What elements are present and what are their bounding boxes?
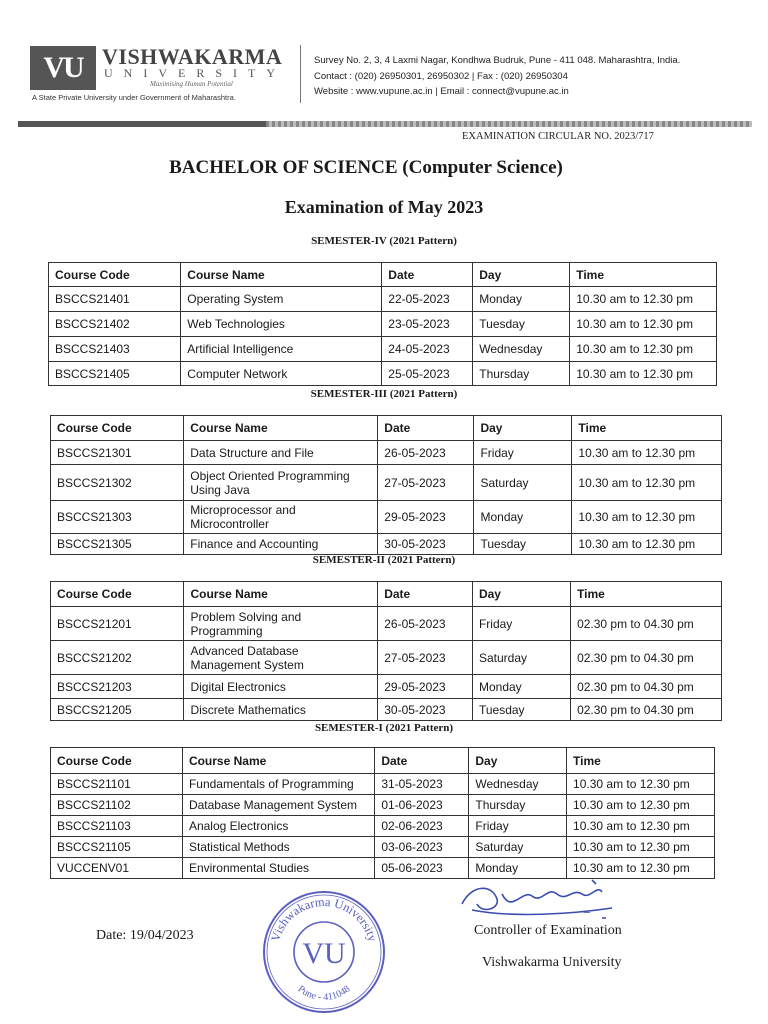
university-tagline: Maximising Human Potential: [150, 80, 233, 88]
table-cell: BSCCS21102: [51, 795, 183, 816]
column-header: Course Code: [51, 582, 184, 607]
table-cell: 02-06-2023: [375, 816, 469, 837]
table-cell: BSCCS21203: [51, 675, 184, 699]
table-cell: Artificial Intelligence: [181, 337, 382, 362]
table-cell: 02.30 pm to 04.30 pm: [571, 641, 722, 675]
table-cell: Monday: [473, 287, 570, 312]
column-header: Time: [571, 582, 722, 607]
table-cell: 10.30 am to 12.30 pm: [572, 465, 722, 501]
table-cell: Web Technologies: [181, 312, 382, 337]
signature-image: [452, 874, 632, 924]
table-cell: Fundamentals of Programming: [182, 774, 374, 795]
table-cell: 10.30 am to 12.30 pm: [570, 337, 717, 362]
table-header-row: [51, 748, 715, 774]
semester-heading: SEMESTER-I (2021 Pattern): [314, 722, 454, 734]
table-cell: Database Management System: [182, 795, 374, 816]
table-cell: 27-05-2023: [378, 465, 474, 501]
column-header: Day: [472, 582, 570, 607]
header-rule-dark: [18, 121, 266, 127]
table-cell: BSCCS21201: [51, 607, 184, 641]
column-header: Time: [567, 748, 715, 774]
table-cell: Environmental Studies: [182, 858, 374, 879]
table-cell: BSCCS21103: [51, 816, 183, 837]
state-line: A State Private University under Government of Maharashtra.: [32, 93, 236, 102]
table-cell: Tuesday: [473, 312, 570, 337]
table-cell: Friday: [474, 441, 572, 465]
table-cell: Monday: [469, 858, 567, 879]
table-cell: 29-05-2023: [378, 675, 473, 699]
column-header: Course Code: [51, 416, 184, 441]
table-cell: BSCCS21302: [51, 465, 184, 501]
column-header: Date: [382, 263, 473, 287]
table-cell: 26-05-2023: [378, 441, 474, 465]
table-cell: 24-05-2023: [382, 337, 473, 362]
table-cell: Object Oriented Programming Using Java: [184, 465, 378, 501]
signatory-title: Controller of Examination: [474, 923, 622, 938]
seal-bottom-text: Pune - 411048: [295, 983, 353, 1004]
table-row: [51, 607, 722, 641]
table-cell: 22-05-2023: [382, 287, 473, 312]
table-cell: 10.30 am to 12.30 pm: [567, 795, 715, 816]
column-header: Course Name: [184, 582, 378, 607]
circular-date: Date: 19/04/2023: [96, 928, 194, 943]
table-row: [51, 675, 722, 699]
table-cell: Microprocessor and Microcontroller: [184, 501, 378, 534]
table-cell: Analog Electronics: [182, 816, 374, 837]
table-cell: Friday: [472, 607, 570, 641]
table-row: [51, 699, 722, 721]
table-cell: 25-05-2023: [382, 362, 473, 386]
table-cell: BSCCS21403: [49, 337, 181, 362]
column-header: Course Name: [182, 748, 374, 774]
table-cell: Tuesday: [474, 534, 572, 555]
table-cell: BSCCS21303: [51, 501, 184, 534]
table-row: [51, 641, 722, 675]
table-cell: BSCCS21405: [49, 362, 181, 386]
table-cell: 27-05-2023: [378, 641, 473, 675]
table-row: [51, 501, 722, 534]
table-cell: 26-05-2023: [378, 607, 473, 641]
semester-heading: SEMESTER-IV (2021 Pattern): [311, 235, 457, 247]
table-cell: 10.30 am to 12.30 pm: [567, 816, 715, 837]
table-cell: Monday: [472, 675, 570, 699]
table-cell: BSCCS21105: [51, 837, 183, 858]
table-cell: BSCCS21402: [49, 312, 181, 337]
column-header: Time: [570, 263, 717, 287]
table-cell: Discrete Mathematics: [184, 699, 378, 721]
table-cell: Statistical Methods: [182, 837, 374, 858]
schedule-table: [50, 747, 715, 879]
table-row: [51, 774, 715, 795]
table-cell: BSCCS21401: [49, 287, 181, 312]
table-cell: 10.30 am to 12.30 pm: [567, 774, 715, 795]
table-cell: BSCCS21301: [51, 441, 184, 465]
table-row: [49, 287, 717, 312]
table-cell: VUCCENV01: [51, 858, 183, 879]
table-cell: 10.30 am to 12.30 pm: [570, 312, 717, 337]
table-cell: 02.30 pm to 04.30 pm: [571, 699, 722, 721]
table-cell: 30-05-2023: [378, 534, 474, 555]
table-cell: Operating System: [181, 287, 382, 312]
semester-heading: SEMESTER-II (2021 Pattern): [312, 554, 456, 566]
table-cell: Wednesday: [473, 337, 570, 362]
table-header-row: [49, 263, 717, 287]
table-cell: Thursday: [473, 362, 570, 386]
university-name: VISHWAKARMA: [102, 44, 283, 69]
header-rule-light: [266, 121, 752, 127]
table-cell: 05-06-2023: [375, 858, 469, 879]
table-cell: Thursday: [469, 795, 567, 816]
signatory-org: Vishwakarma University: [482, 955, 622, 970]
contact-line: Contact : (020) 26950301, 26950302 | Fax : (020) 26950304: [314, 71, 568, 82]
table-cell: BSCCS21205: [51, 699, 184, 721]
table-cell: 01-06-2023: [375, 795, 469, 816]
column-header: Day: [473, 263, 570, 287]
table-cell: Computer Network: [181, 362, 382, 386]
table-cell: Saturday: [472, 641, 570, 675]
schedule-table: [48, 262, 717, 386]
table-row: [51, 465, 722, 501]
table-cell: 10.30 am to 12.30 pm: [567, 837, 715, 858]
table-cell: Tuesday: [472, 699, 570, 721]
table-cell: 02.30 pm to 04.30 pm: [571, 675, 722, 699]
column-header: Course Name: [184, 416, 378, 441]
table-row: [49, 362, 717, 386]
column-header: Time: [572, 416, 722, 441]
table-header-row: [51, 582, 722, 607]
page-title: BACHELOR OF SCIENCE (Computer Science): [169, 157, 563, 178]
column-header: Course Name: [181, 263, 382, 287]
table-cell: 03-06-2023: [375, 837, 469, 858]
address-line: Survey No. 2, 3, 4 Laxmi Nagar, Kondhwa Budruk, Pune - 411 048. Maharashtra, India.: [314, 55, 681, 66]
semester-heading: SEMESTER-III (2021 Pattern): [310, 388, 458, 400]
table-row: [51, 795, 715, 816]
table-cell: Saturday: [474, 465, 572, 501]
table-cell: 23-05-2023: [382, 312, 473, 337]
column-header: Date: [378, 582, 473, 607]
website-line: Website : www.vupune.ac.in | Email : connect@vupune.ac.in: [314, 86, 569, 97]
column-header: Course Code: [49, 263, 181, 287]
table-cell: 29-05-2023: [378, 501, 474, 534]
schedule-table: [50, 415, 722, 555]
table-cell: Problem Solving and Programming: [184, 607, 378, 641]
table-cell: 10.30 am to 12.30 pm: [570, 362, 717, 386]
column-header: Date: [378, 416, 474, 441]
university-seal-stamp: [258, 886, 390, 1018]
table-cell: BSCCS21101: [51, 774, 183, 795]
column-header: Day: [474, 416, 572, 441]
university-word: UNIVERSITY: [104, 66, 286, 80]
circular-number: EXAMINATION CIRCULAR NO. 2023/717: [462, 131, 654, 142]
table-row: [49, 312, 717, 337]
table-cell: 10.30 am to 12.30 pm: [572, 441, 722, 465]
schedule-table: [50, 581, 722, 721]
table-cell: Advanced Database Management System: [184, 641, 378, 675]
table-row: [51, 837, 715, 858]
table-cell: Wednesday: [469, 774, 567, 795]
table-cell: Monday: [474, 501, 572, 534]
table-cell: Friday: [469, 816, 567, 837]
table-cell: Digital Electronics: [184, 675, 378, 699]
page-subtitle: Examination of May 2023: [284, 197, 484, 217]
table-cell: 30-05-2023: [378, 699, 473, 721]
column-header: Day: [469, 748, 567, 774]
table-cell: Finance and Accounting: [184, 534, 378, 555]
table-cell: Data Structure and File: [184, 441, 378, 465]
table-cell: BSCCS21202: [51, 641, 184, 675]
table-row: [51, 534, 722, 555]
table-cell: 10.30 am to 12.30 pm: [567, 858, 715, 879]
table-row: [49, 337, 717, 362]
table-header-row: [51, 416, 722, 441]
column-header: Date: [375, 748, 469, 774]
column-header: Course Code: [51, 748, 183, 774]
seal-ring-text: Vishwakarma University: [268, 894, 380, 944]
university-logo: VU: [30, 46, 96, 90]
table-cell: Saturday: [469, 837, 567, 858]
table-cell: 10.30 am to 12.30 pm: [570, 287, 717, 312]
table-cell: 02.30 pm to 04.30 pm: [571, 607, 722, 641]
header-divider: [300, 45, 301, 103]
table-row: [51, 441, 722, 465]
table-cell: BSCCS21305: [51, 534, 184, 555]
table-cell: 10.30 am to 12.30 pm: [572, 534, 722, 555]
table-cell: 31-05-2023: [375, 774, 469, 795]
svg-text:Pune - 411048: [296, 984, 353, 1003]
table-cell: 10.30 am to 12.30 pm: [572, 501, 722, 534]
table-row: [51, 816, 715, 837]
seal-center-text: VU: [302, 937, 346, 970]
